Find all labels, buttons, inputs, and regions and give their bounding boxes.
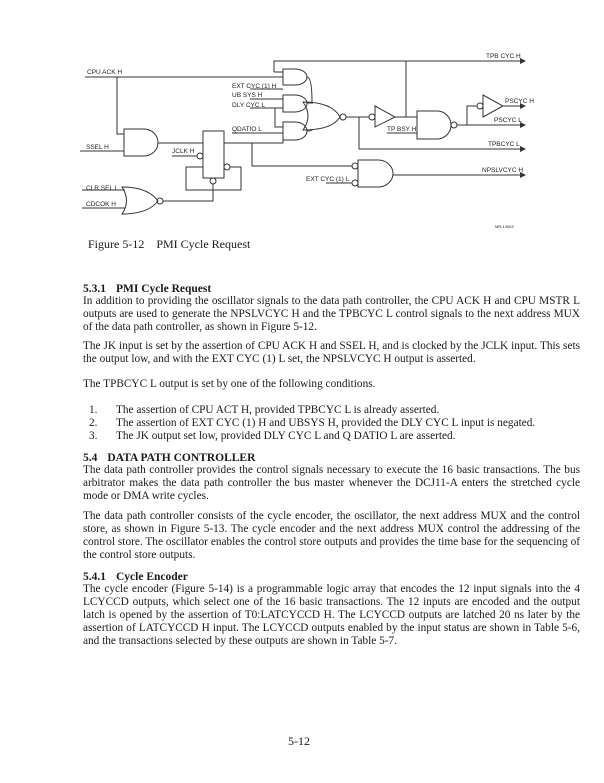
- section-title: Cycle Encoder: [116, 571, 188, 583]
- label-jclk-h: JCLK H: [172, 148, 195, 155]
- section-number: 5.4.1: [83, 571, 106, 583]
- label-tpbcyc-l: TPBCYC L: [488, 141, 520, 148]
- label-cpu-ack-h: CPU ACK H: [87, 69, 123, 76]
- label-pscyc-h: PSCYC H: [505, 98, 534, 105]
- paragraph: The TPBCYC L output is set by one of the following conditions.: [83, 378, 376, 390]
- paragraph: The JK input is set by the assertion of CPU ACK H and SSEL H, and is clocked by the JCLK input. This sets the output low, and with the EXT CYC (1) L set, the NPSLVCYC H output is asserted.: [83, 340, 580, 365]
- nand-gate: [417, 111, 451, 139]
- label-ub-sys-h: UB SYS H: [232, 92, 263, 99]
- and-gate-1: [283, 69, 307, 85]
- and-gate-3: [283, 122, 307, 140]
- list-number: 3.: [89, 430, 98, 442]
- list-text: The JK output set low, provided DLY CYC L and Q DATIO L are asserted.: [116, 430, 456, 442]
- wire-tpb-cyc-h: [274, 61, 525, 72]
- list-item: [89, 404, 439, 417]
- section-title: DATA PATH CONTROLLER: [107, 452, 256, 464]
- heading-5-4: [83, 452, 255, 464]
- drawing-id: MR-13063: [495, 224, 514, 229]
- label-npslvcyc-h: NPSLVCYC H: [482, 167, 524, 174]
- page-number: 5-12: [288, 734, 310, 748]
- and-gate-2: [283, 95, 307, 112]
- paragraph: In addition to providing the oscillator signals to the data path controller, the CPU ACK H and CPU MSTR L outputs are used to generate the NPSLVCYC H and the TPBCYC L control signals to the next address MUX of the data path controller, as shown in Figure 5-12.: [83, 295, 580, 333]
- label-ext-cyc-1-l: EXT CYC (1) L: [306, 176, 350, 183]
- label-dly-cyc-l: DLY CYC L: [232, 102, 265, 109]
- list-number: 2.: [89, 417, 98, 429]
- section-title: PMI Cycle Request: [116, 283, 212, 295]
- list-number: 1.: [89, 404, 98, 416]
- figure-caption: [88, 237, 250, 252]
- section-number: 5.3.1: [83, 283, 106, 295]
- label-qdatio-l: QDATIO L: [232, 126, 262, 133]
- and-gate-ssel: [124, 129, 158, 156]
- heading-5-3-1: [83, 283, 211, 295]
- label-tp-bsy-h: TP BSY H: [387, 126, 417, 133]
- list-text: The assertion of EXT CYC (1) H and UBSYS H, provided the DLY CYC L input is negated.: [116, 417, 536, 429]
- label-cdcok-h: CDCOK H: [86, 201, 116, 208]
- jk-flip-flop: [203, 131, 224, 178]
- caption-number: Figure 5-12: [88, 237, 145, 251]
- buffer: [375, 106, 395, 127]
- nor-gate-clr: [122, 187, 158, 214]
- and-gate-npslvcyc: [358, 160, 393, 187]
- section-number: 5.4: [83, 452, 98, 464]
- list-item: [89, 417, 535, 430]
- heading-5-4-1: [83, 571, 188, 583]
- label-ssel-h: SSEL H: [86, 144, 109, 151]
- caption-title: PMI Cycle Request: [156, 237, 251, 251]
- paragraph: The data path controller provides the control signals necessary to execute the 16 basic transactions. The bus arbitrator makes the data path controller the bus master whenever the DCJ11-A enters the stretched cycle mode or DMA write cycles.: [83, 464, 580, 502]
- list-item: [89, 430, 455, 443]
- inverter: [483, 95, 503, 117]
- paragraph: The cycle encoder (Figure 5-14) is a programmable logic array that encodes the 12 input signals into the 4 LCYCCD outputs, which select one of the 16 basic transactions. The 12 inputs are encoded and the output latch is opened by the assertion of T0:LATCYCCD H. The LCYCCD outputs are latched 20 ns later by the assertion of LATCYCCD H input. The LCYCCD outputs enabled by the input status are shown in Table 5-6, and the transactions selected by these outputs are shown in Table 5-7.: [83, 583, 580, 647]
- label-clr-sel-l: CLR SEL L: [86, 185, 119, 192]
- label-tpb-cyc-h: TPB CYC H: [486, 53, 521, 60]
- nor-gate: [303, 102, 340, 130]
- label-pscyc-l: PSCYC L: [494, 117, 522, 124]
- paragraph: The data path controller consists of the cycle encoder, the oscillator, the next address MUX and the control store, as shown in Figure 5-13. The cycle encoder and the next address MUX control the addressing of the control store. The oscillator enables the control store outputs and provides the time base for the sequencing of the control store outputs.: [83, 510, 580, 561]
- pmi-cycle-request-diagram: [0, 0, 604, 235]
- label-ext-cyc-1-h: EXT CYC (1) H: [232, 83, 277, 90]
- list-text: The assertion of CPU ACT H, provided TPBCYC L is already asserted.: [116, 404, 440, 416]
